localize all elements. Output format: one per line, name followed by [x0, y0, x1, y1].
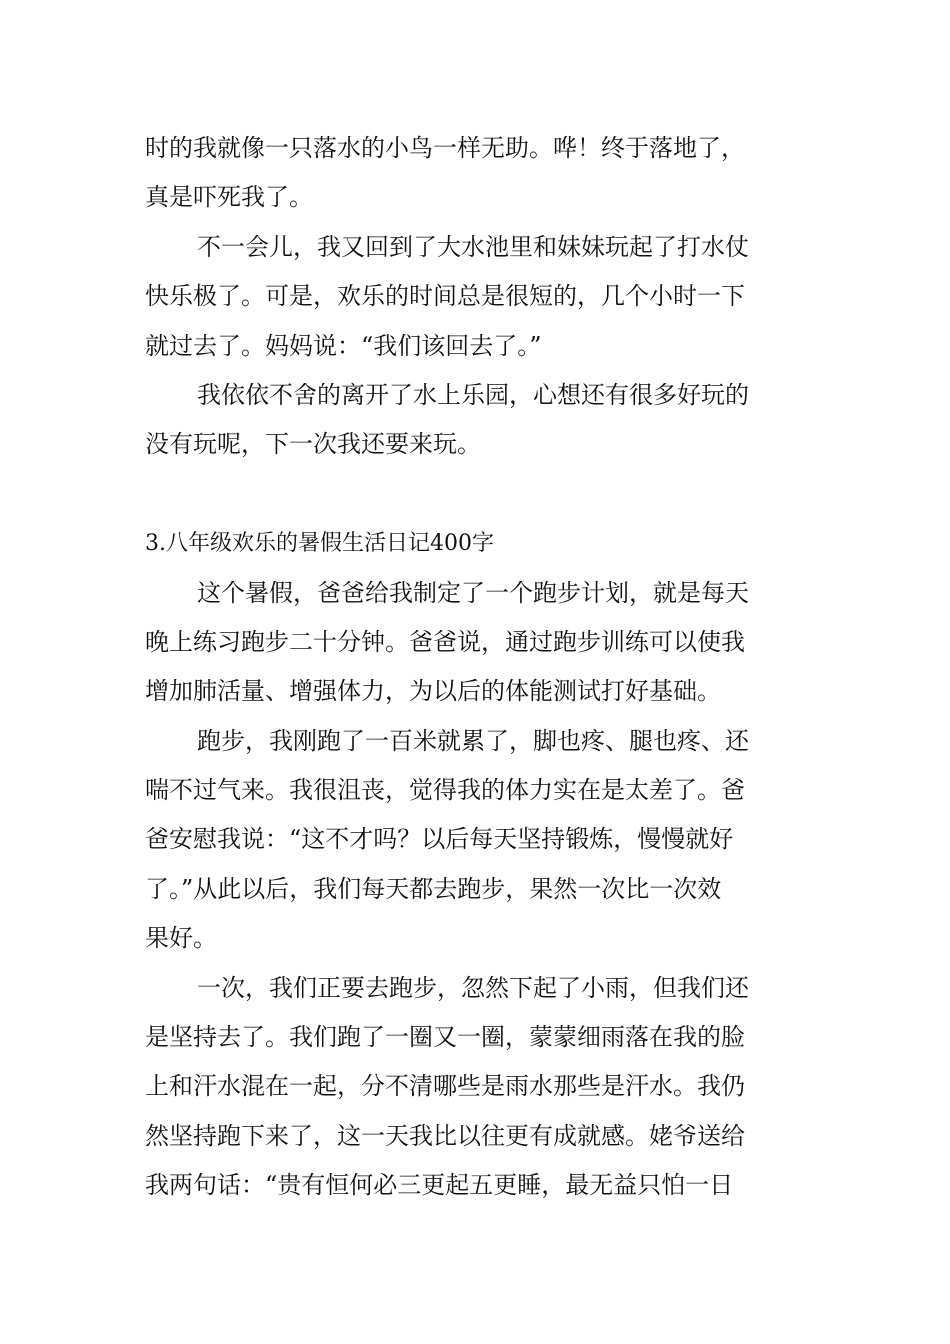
section-2-text-line: 没有玩呢，下一次我还要来玩。 — [145, 430, 481, 459]
section-3-heading: 3.八年级欢乐的暑假生活日记400字 — [145, 531, 494, 557]
section-3-text-line: 上和汗水混在一起，分不清哪些是雨水那些是汗水。我仍 — [145, 1072, 745, 1101]
section-2-text-line: 我依依不舍的离开了水上乐园，心想还有很多好玩的 — [197, 380, 749, 409]
section-2-text-line: 真是吓死我了。 — [145, 183, 313, 212]
section-3-text-line: 然坚持跑下来了，这一天我比以往更有成就感。姥爷送给 — [145, 1121, 745, 1150]
section-3-text-line: 跑步，我刚跑了一百米就累了，脚也疼、腿也疼、还 — [197, 726, 749, 755]
document-page — [145, 124, 809, 1211]
section-3-text-line: 了。”从此以后，我们每天都去跑步，果然一次比一次效 — [145, 874, 722, 903]
section-3-text-line: 一次，我们正要去跑步，忽然下起了小雨，但我们还 — [197, 973, 749, 1002]
section-3-text-line: 爸安慰我说：“这不才吗？以后每天坚持锻炼，慢慢就好 — [145, 825, 734, 854]
section-2-text-line: 快乐极了。可是，欢乐的时间总是很短的，几个小时一下 — [145, 282, 745, 311]
section-2-tail — [145, 124, 809, 470]
section-2-text-line: 不一会儿，我又回到了大水池里和妹妹玩起了打水仗 — [197, 232, 749, 261]
section-3-text-line: 这个暑假，爸爸给我制定了一个跑步计划，就是每天 — [197, 578, 749, 607]
section-3-text-line: 晚上练习跑步二十分钟。爸爸说，通过跑步训练可以使我 — [145, 627, 745, 656]
section-3-body — [145, 569, 809, 1211]
section-2-text-line: 就过去了。妈妈说：“我们该回去了。” — [145, 331, 542, 360]
section-2-text-line: 时的我就像一只落水的小鸟一样无助。哗！终于落地了， — [145, 134, 745, 162]
section-3-text-line: 喘不过气来。我很沮丧，觉得我的体力实在是太差了。爸 — [145, 776, 745, 805]
section-gap — [145, 470, 809, 519]
section-3-text-line: 果好。 — [145, 924, 217, 953]
section-3-text-line: 是坚持去了。我们跑了一圈又一圈，蒙蒙细雨落在我的脸 — [145, 1023, 745, 1052]
section-3-text-line: 增加肺活量、增强体力，为以后的体能测试打好基础。 — [145, 677, 721, 706]
section-3-text-line: 我两句话：“贵有恒何必三更起五更睡，最无益只怕一日 — [145, 1171, 734, 1200]
